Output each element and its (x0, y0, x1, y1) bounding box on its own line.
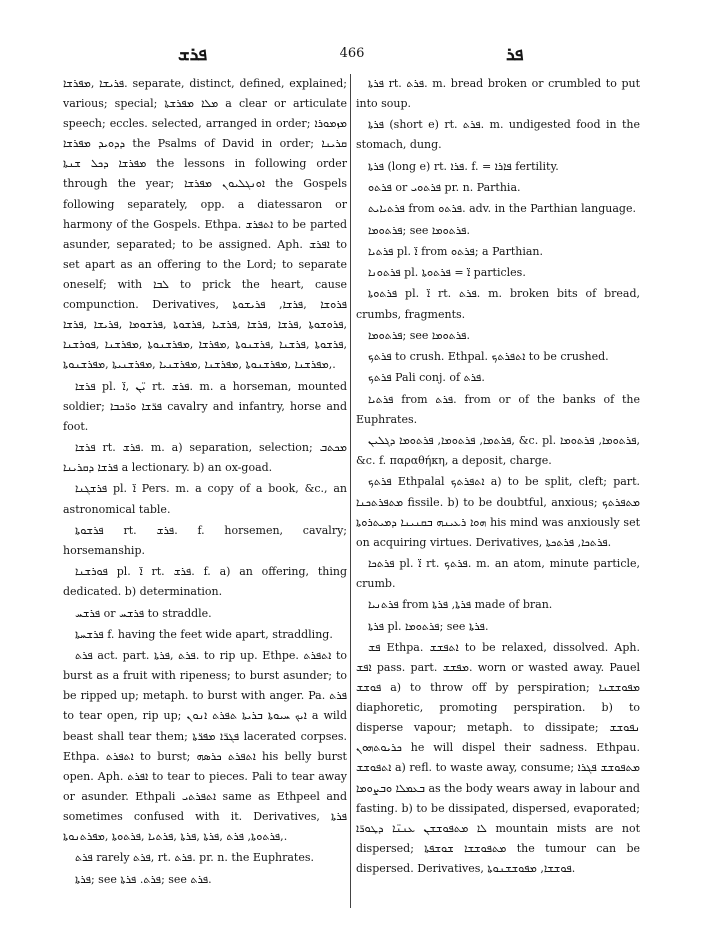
dictionary-entry: ܦܪܫܚ or ܦܪܫܚ to straddle. (75, 606, 212, 620)
dictionary-entry: ܦܪܬܝܐ pl. ܐ̈ from ܦܪܬܘ; a Parthian. (368, 244, 543, 258)
dictionary-entry: ܦܪܫܚܬܐ f. having the feet wide apart, straddling. (75, 627, 333, 641)
running-head-right: ܦܪ (506, 44, 524, 65)
dictionary-entry: ܦܪܬܝܐܝܬ from ܦܪܬܘ. adv. in the Parthian language. (368, 202, 636, 216)
dictionary-entry: ܦܪܬܘ or ܦܪܬܘܝ pr. n. Parthia. (368, 181, 521, 195)
dictionary-entry: ܦܪܬܟܐ pl. ܐ̈ rt. ܦܪܬܟ. m. an atom, minute particle, crumb. (356, 556, 640, 591)
dictionary-entry: ܦܪܬܟ Ethpalal ܐܬܦܪܬܟ a) to be split, cleft; part. ܡܬܦܪܬܟܢܐ fissile. b) to be doubtful, anxious; ܡܬܦܪܬܟ ܗܘܐ ܪܥܝܢܗ ܒܩܢܝܢܐ ܕܡܝܬܪܘܬܐ his mind was anxiously set on acquiring virtues. Derivatives, ܦܪܬܟܐ, ܦܪܬܟܬܐ. (356, 475, 641, 549)
dictionary-entry: ܦܪܬܟ Pali conj. of ܦܪܬ. (368, 371, 485, 385)
dictionary-entry: ܦܪܬܐ rt. ܦܪܬ. m. bread broken or crumbled to put into soup. (356, 77, 640, 111)
dictionary-entry: ܦܪܬܐ (long e) rt. ܦܪܐ. f. = ܦܐܪܐ fertility. (368, 159, 559, 173)
dictionary-entry: ܦܪܬܐ; see ܦܪܬ. ܦܪܬܐ; see ܦܪܬ. (75, 872, 212, 886)
dictionary-entry: ܦܪܫܐ pl. ܝ̈ܢ ,ܐ̈ rt. ܦܪܫ. m. a horseman, mounted soldier; ܦܪ̈ܫܐ ܘܪ̈ܟܒܐ cavalry and infantry, horse and foot. (63, 379, 347, 433)
running-head-left: ܦܪܫ (178, 44, 208, 65)
dictionary-entry: ܦܘܪܫܢܐ pl. ܐ̈ rt. ܦܪܫ. f. a) an offering, thing dedicated. b) determination. (63, 565, 347, 599)
left-column (63, 74, 347, 891)
dictionary-entry: ܦܪܬܝܐ from ܦܪܬ. from or of the banks of the Euphrates. (356, 392, 640, 426)
dictionary-entry: ܦܪܬܘܡܐ; see ܦܪܬܘܡܐ. (368, 223, 470, 237)
dictionary-entry: ܦܪܬܡܐ, ܦܪܬܘܡܐ, ܦܪܬܘܡܐ ܕܓܠܝܢ, &c. pl. ܦܪܬܘܡܐ, ܦܪܬܘܡܐ, &c. f. παραθήκη, a deposit, charge. (356, 434, 640, 468)
dictionary-entry: ܦܪܫܐ rt. ܦܪܫ. m. a) separation, selection; ܡܟܬܒ ܦܪܫܐ ܕܩܪܝܢܐ a lectionary. b) an ox-goad. (63, 441, 348, 475)
dictionary-entry: ܦܪܝܫܐ ,ܡܦܪܫܐ. separate, distinct, defined, explained; various; special; ܡܠܐ ܡܦܪܫܬܐ a clear or articulate speech; eccles. selected, arranged in order; ܡܙܡܘܪܐ ܕܕܘܝܕ ܡܦܪܫܐ the Psalms of David in order; ܩܪܝܢܐ ܡܦܪܫܐ ܕܟܠ ܫܢܬܐ the lessons in following order through the year; ܐܘܢܓܠܝܘܢ ܡܦܪܫܐ the Gospels following separately, opp. a diatessaron or harmony of the Gospels. Ethpa. ܐܬܦܪܫ to be parted asunder, separated; to be assigned. Aph. ܐܦܪܫ to set apart as an offering to the Lord; to separate oneself; with ܠܒܐ to prick the heart, cause compunction. Derivatives, ܦܪܘܫܐ ,ܦܪܫܐ, ܦܪܝܫܘܬܐ ,ܦܪܘܫܘܬܐ ,ܦܪܫܐ ,ܦܪܫܐ ,ܦܪܫܝܐ ,ܦܪܫܘܬܐ ,ܦܪܫܘܡܐ ,ܦܪܝܫܐ ,ܦܪܫܐ ,ܦܪܫܘܬܐ ,ܦܪܫܢܐ ,ܦܪܫܢܘܬܐ ,ܡܦܪܫܐ ,ܡܦܪܫܢܘܬܐ ,ܡܦܪܫܢܐ ,ܦܘܪܫܢܐ ,ܡܦܪܫܢܐ ,ܡܦܪܫܢܘܬܐ ,ܡܦܪܫܢܐ ,ܡܦܪܫܢܝܐ ,ܡܦܪܫܢܝܬܐ ,ܡܦܪܫܢܘܬܐ. (63, 77, 348, 372)
dictionary-entry: ܦܪܬܐ (short e) rt. ܦܪܬ. m. undigested food in the stomach, dung. (356, 118, 640, 152)
page-number: 466 (339, 46, 365, 61)
dictionary-entry: ܦܪܬܢܝܐ from ܦܪܬܐ, ܦܪܬܐ made of bran. (368, 598, 553, 612)
dictionary-entry: ܦܪܫܓܢܐ pl. ܐ̈ Pers. m. a copy of a book, &c., an astronomical table. (63, 482, 347, 516)
page-header (0, 44, 704, 64)
dictionary-entry: ܦܪܫܘܬܐ rt. ܦܪܫ. f. horsemen, cavalry; horsemanship. (63, 523, 347, 557)
dictionary-entry: ܦܪܬܘܡܐ; see ܦܪܬܘܡܐ. (368, 328, 470, 342)
dictionary-entry: ܦܫ Ethpa. ܐܬܦܫܫ to be relaxed, dissolved. Aph. ܐܦܫ pass. part. ܡܦܫܫ. worn or wasted away. Pauel ܦܘܫܫ a) to throw off by perspiration; ܡܦܘܫܫܢܐ diaphoretic, promoting perspiration. b) to disperse vapour; metaph. to dissipate; ܢܦܘܫܫ ܟܪܝܘܬܗܘܢ he will dispel their sadness. Ethpau. ܐܬܦܘܫܫ a) refl. to waste away, consume; ܡܬܦܘܫܫ ܦܓܪܐ ܒܥܡܠܐ ܘܒܨܘܡܐ as the body wears away in labour and fasting. b) to be dissipated, dispersed, evaporated; ܠܐ ܡܬܦܘܫܫܢ ܥܢܢ̈ܐ ܕܛܘܪ̈ܐ mountain mists are not dispersed; ܡܬܦܘܫܫܐ ܫܘܫܦܬܐ the tumour can be dispersed. Derivatives, ܦܘܫܫܐ, ܡܦܘܫܫܢܘܬܐ. (356, 640, 641, 875)
dictionary-entry: ܦܪܬܘܬܐ pl. ܐ̈ rt. ܦܪܬ. m. broken bits of bread, crumbs, fragments. (356, 287, 640, 321)
dictionary-entry: ܦܪܬ act. part. ܦܪܬ ,ܦܪܬܐ. to rip up. Ethpe. ܐܬܦܪܬ to burst as a fruit with ripeness; to burst asunder; to be ripped up; metaph. to burst with anger. Pa. ܦܪܬ to tear open, rip up; ܐܝܟ ܚܝܘܬܐ ܒܪܝܬܐ ܬܦܪܬ ܐܢܘܢ a wild beast shall tear them; ܦܓܪ̈ܐ ܡܦܪ̈ܬܐ lacerated corpses. Ethpa. ܐܬܦܪܬ to burst; ܐܬܦܪܬ ܟܪܣܗ his belly burst open. Aph. ܐܦܪܬ to tear to pieces. Pali to tear away or asunder. Ethpali ܐܬܦܪܬܝ same as Ethpeel and sometimes confused with it. Derivatives, ܦܪܬܐ ,ܦܪܬܘܬܐ, ܦܪܬ ,ܦܪܬܐ ,ܦܪܬܐ ,ܦܪܬܝܐ ,ܦܪܬܘܬܐ ,ܡܦܪܬܢܘܬܐ. (63, 649, 348, 843)
dictionary-entry: ܦܪܬܘܢܐ pl. ܐ̈ = ܦܪܬܘܬܐ particles. (368, 266, 526, 280)
dictionary-entry: ܦܪܬ rarely ܦܪܬ, rt. ܦܪܬ. pr. n. the Euphrates. (75, 851, 314, 865)
dictionary-entry: ܦܪܬܐ pl. ܦܪܬܘܡܐ; see ܦܪܬܐ. (368, 619, 489, 633)
right-column (356, 74, 640, 880)
column-divider (350, 74, 351, 908)
dictionary-entry: ܦܪܬܟ to crush. Ethpal. ܐܬܦܪܬܟ to be crushed. (368, 350, 609, 364)
